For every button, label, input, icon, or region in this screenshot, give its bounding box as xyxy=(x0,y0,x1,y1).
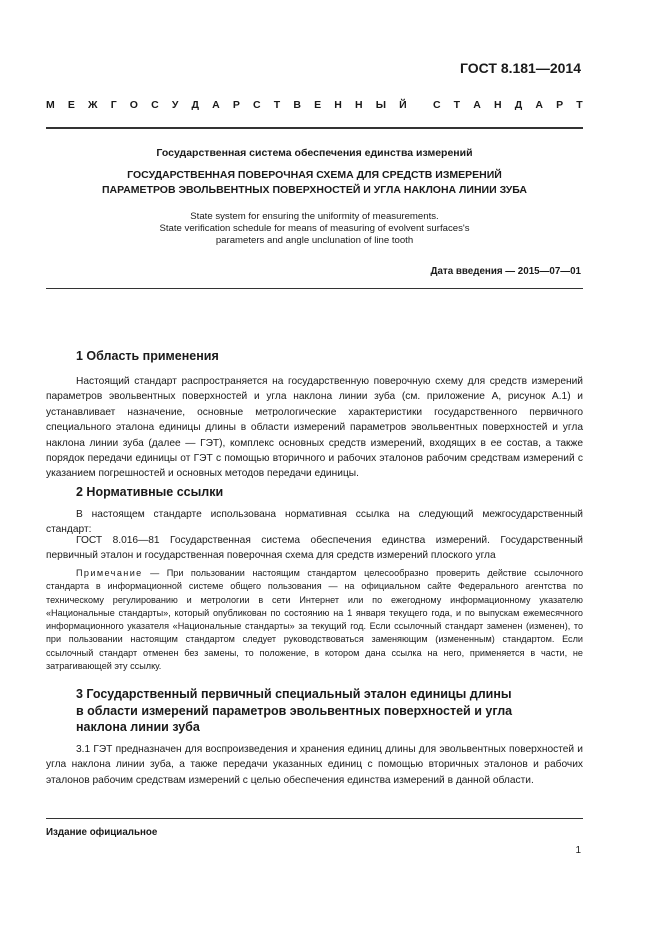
interstate-letter: Ы xyxy=(375,99,386,111)
section-2-text-1: В настоящем стандарте использована нормативная ссылка на следующий межгосударственный стандарт: xyxy=(46,509,583,536)
interstate-letter: Й xyxy=(399,99,407,111)
english-title-line3: parameters and angle unclunation of line tooth xyxy=(215,235,414,246)
interstate-letter: Т xyxy=(453,99,461,111)
introduction-date: Дата введения — 2015—07—01 xyxy=(430,266,581,277)
interstate-letter: А xyxy=(212,99,220,111)
section-1-text: Настоящий стандарт распространяется на государственную поверочную схему для средств измерений параметров эвольвентных поверхностей и угла наклона линии зуба (см. приложение А, рисунок А.1) и устанавливает назначение, основные метрологические характеристики государственного первичного специального эталона единицы длины в области измерений параметров эвольвентных поверхностей и угла наклона линии зуба (далее — ГЭТ), комплекс основных средств измерений, входящих в ее состав, а также порядок передачи единицы от ГЭТ с помощью вторичного и рабочих эталонов рабочим средствам измерений с указанием погрешностей и основных методов передачи единицы. xyxy=(46,376,583,480)
main-title-line2: ПАРАМЕТРОВ ЭВОЛЬВЕНТНЫХ ПОВЕРХНОСТЕЙ И УГЛА НАКЛОНА ЛИНИИ ЗУБА xyxy=(101,184,528,196)
system-title: Государственная система обеспечения единства измерений xyxy=(156,147,473,159)
interstate-letter: М xyxy=(46,99,55,111)
interstate-letter: А xyxy=(473,99,481,111)
interstate-letter: У xyxy=(171,99,179,111)
page-number: 1 xyxy=(575,845,581,856)
interstate-letter: А xyxy=(535,99,543,111)
section-3-heading-line3: наклона линии зуба xyxy=(76,720,200,734)
interstate-letter: Н xyxy=(354,99,363,111)
document-number: ГОСТ 8.181—2014 xyxy=(459,60,581,76)
interstate-letter: Р xyxy=(232,99,240,111)
note-text: — При пользовании настоящим стандартом целесообразно проверить действие ссылочного стандарта в информационной системе общего пользования — на официальном сайте Федерального агентства по техническому регулированию и метрологии в сети Интернет или по ежегодному информационному указателю «Национальные стандарты», который опубликован по состоянию на 1 января текущего года, и по выпускам ежемесячного информационного указателя «Национальные стандарты» за текущий год. Если ссылочный стандарт заменен (изменен), то при пользовании настоящим стандартом следует руководствоваться заменяющим (измененным) стандартом. Если ссылочный стандарт отменен без замены, то положение, в котором дана ссылка на него, применяется в части, не затрагивающей эту ссылку. xyxy=(46,568,583,672)
edition-label: Издание официальное xyxy=(46,827,158,838)
english-title xyxy=(46,211,583,247)
date-rule xyxy=(46,288,583,289)
interstate-letter: Р xyxy=(556,99,564,111)
note-block xyxy=(46,567,583,673)
section-2-heading: 2 Нормативные ссылки xyxy=(76,485,224,499)
main-title-line1: ГОСУДАРСТВЕННАЯ ПОВЕРОЧНАЯ СХЕМА ДЛЯ СРЕДСТВ ИЗМЕРЕНИЙ xyxy=(127,169,502,181)
interstate-letter: Е xyxy=(67,99,75,111)
section-3-heading xyxy=(76,686,512,736)
interstate-letter: С xyxy=(253,99,261,111)
section-2-text-2: ГОСТ 8.016—81 Государственная система обеспечения единства измерений. Государственный первичный эталон и государственная поверочная схема для средств измерений плоского угла xyxy=(46,535,583,562)
interstate-letter: Ж xyxy=(88,99,98,111)
section-3-heading-line1: 3 Государственный первичный специальный эталон единицы длины xyxy=(76,687,512,701)
english-title-line2: State verification schedule for means of measuring of evolvent surfaces's xyxy=(159,223,470,234)
interstate-letter: О xyxy=(129,99,138,111)
interstate-letter: Н xyxy=(334,99,342,111)
footer-rule xyxy=(46,818,583,819)
interstate-letter: Е xyxy=(314,99,322,111)
interstate-standard-banner xyxy=(46,99,583,111)
section-3-text: 3.1 ГЭТ предназначен для воспроизведения и хранения единиц длины для эвольвентных поверхностей и угла наклона линии зуба, а также передачи указанных единиц с помощью вторичных эталонов и рабочих эталонов рабочим средствам измерений с целью обеспечения единства измерений в данной области. xyxy=(46,744,583,786)
interstate-letter: Д xyxy=(191,99,199,111)
interstate-letter: Г xyxy=(110,99,117,111)
interstate-letter: С xyxy=(151,99,159,111)
main-title xyxy=(46,168,583,198)
note-label: Примечание xyxy=(76,568,143,578)
interstate-letter: С xyxy=(432,99,441,111)
interstate-letter: Т xyxy=(273,99,281,111)
interstate-letter: В xyxy=(293,99,301,111)
header-rule xyxy=(46,127,583,129)
interstate-letter: Т xyxy=(576,99,583,111)
interstate-letter: Н xyxy=(493,99,502,111)
english-title-line1: State system for ensuring the uniformity of measurements. xyxy=(190,211,439,222)
section-3-heading-line2: в области измерений параметров эвольвентных поверхностей и угла xyxy=(76,703,513,718)
interstate-letter: Д xyxy=(514,99,523,111)
section-1-heading: 1 Область применения xyxy=(76,349,219,363)
